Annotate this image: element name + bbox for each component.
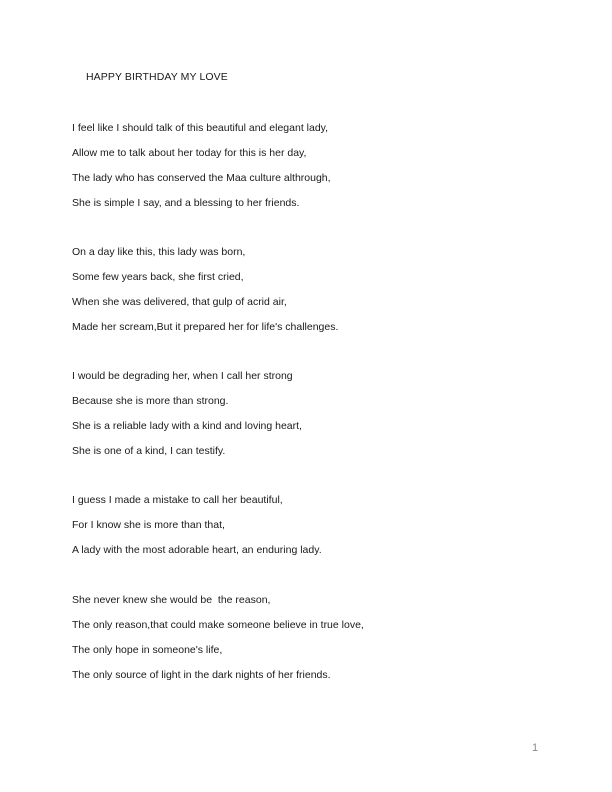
poem-title: HAPPY BIRTHDAY MY LOVE bbox=[86, 71, 228, 83]
stanza-3 bbox=[72, 369, 302, 469]
poem-line: I would be degrading her, when I call her strong bbox=[72, 370, 293, 382]
poem-line: The only hope in someone's life, bbox=[72, 644, 223, 656]
poem-line: When she was delivered, that gulp of acrid air, bbox=[72, 296, 287, 308]
stanza-1 bbox=[72, 121, 331, 221]
poem-line: She is a reliable lady with a kind and loving heart, bbox=[72, 420, 302, 432]
page-number: 1 bbox=[532, 742, 539, 754]
poem-line: The only reason,that could make someone believe in true love, bbox=[72, 619, 364, 631]
poem-line: Some few years back, she first cried, bbox=[72, 271, 244, 283]
poem-line: She is one of a kind, I can testify. bbox=[72, 445, 226, 457]
poem-line: The only source of light in the dark nights of her friends. bbox=[72, 669, 331, 681]
poem-line: I guess I made a mistake to call her beautiful, bbox=[72, 494, 283, 506]
stanza-4 bbox=[72, 493, 322, 568]
poem-line: A lady with the most adorable heart, an enduring lady. bbox=[72, 544, 322, 556]
poem-line: She never knew she would be the reason, bbox=[72, 594, 271, 606]
poem-line: Because she is more than strong. bbox=[72, 395, 229, 407]
stanza-5 bbox=[72, 593, 364, 693]
poem-line: She is simple I say, and a blessing to her friends. bbox=[72, 197, 300, 209]
poem-line: The lady who has conserved the Maa culture althrough, bbox=[72, 172, 331, 184]
poem-line: Allow me to talk about her today for this is her day, bbox=[72, 147, 307, 159]
poem-line: For I know she is more than that, bbox=[72, 519, 225, 531]
poem-line: On a day like this, this lady was born, bbox=[72, 246, 246, 258]
stanza-2 bbox=[72, 245, 338, 345]
poem-line: Made her scream,But it prepared her for life's challenges. bbox=[72, 321, 339, 333]
poem-line: I feel like I should talk of this beautiful and elegant lady, bbox=[72, 122, 329, 134]
